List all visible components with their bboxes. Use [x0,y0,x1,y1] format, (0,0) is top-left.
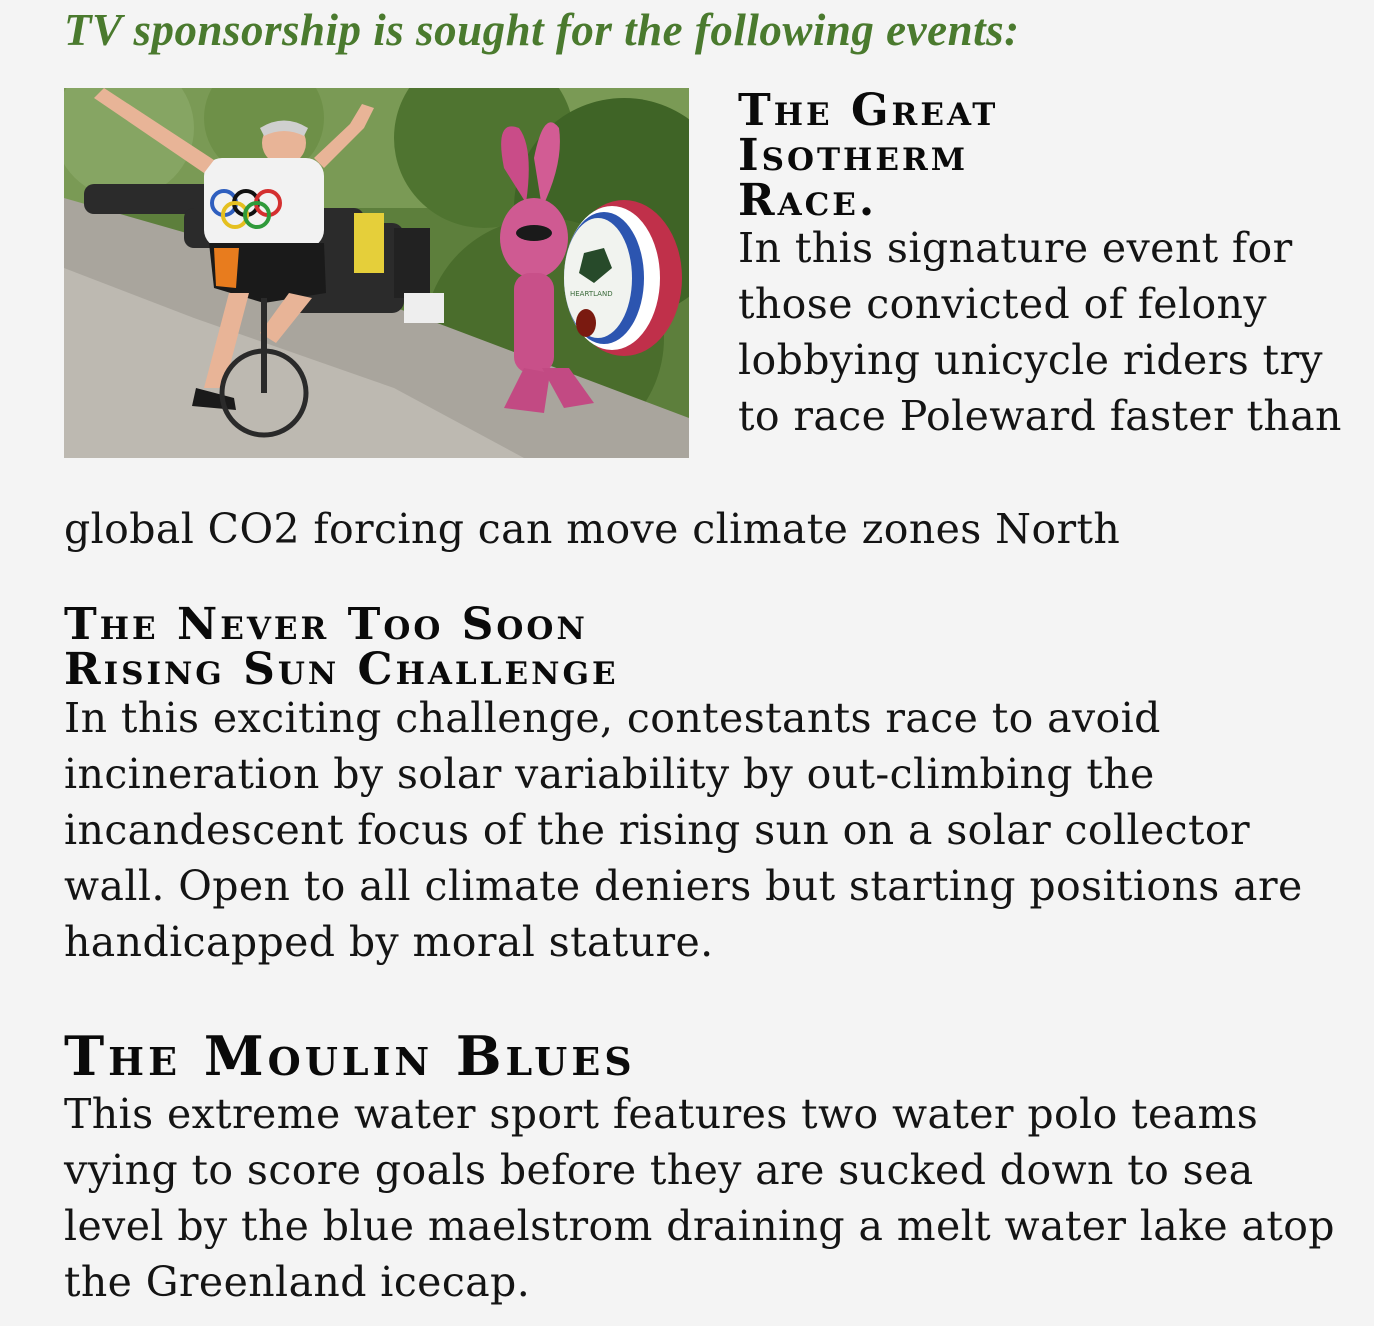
event-title-line: The Never Too Soon [64,599,588,650]
event-title-line: The Great [738,85,999,136]
event-title-rising-sun-challenge [64,599,1314,695]
event-description-isotherm-race-tail: global CO2 forcing can move climate zones North [64,505,1121,553]
page-headline: TV sponsorship is sought for the following events: [64,5,1020,55]
event-description-isotherm-race: In this signature event for those convicted of felony lobbying unicycle riders try to race Poleward faster than [738,224,1342,440]
event-title-line: Rising Sun Challenge [64,644,619,695]
drum-logo-text: HEARTLAND [570,290,613,298]
event-title-moulin-blues: The Moulin Blues [64,1024,636,1088]
event-description-moulin-blues: This extreme water sport features two water polo teams vying to score goals before they are sucked down to sea level by the blue maelstrom draining a melt water lake atop the Greenland icecap. [64,1090,1335,1306]
event-description-rising-sun-challenge: In this exciting challenge, contestants race to avoid incineration by solar variability by out-climbing the incandescent focus of the rising sun on a solar collector wall. Open to all climate deniers but starting positions are handicapped by moral stature. [64,694,1303,966]
unicycle-race-photo [64,88,689,458]
event-title-line: Isotherm [738,130,969,181]
event-title-isotherm-race [738,85,1338,226]
event-title-line: Race. [738,175,878,226]
